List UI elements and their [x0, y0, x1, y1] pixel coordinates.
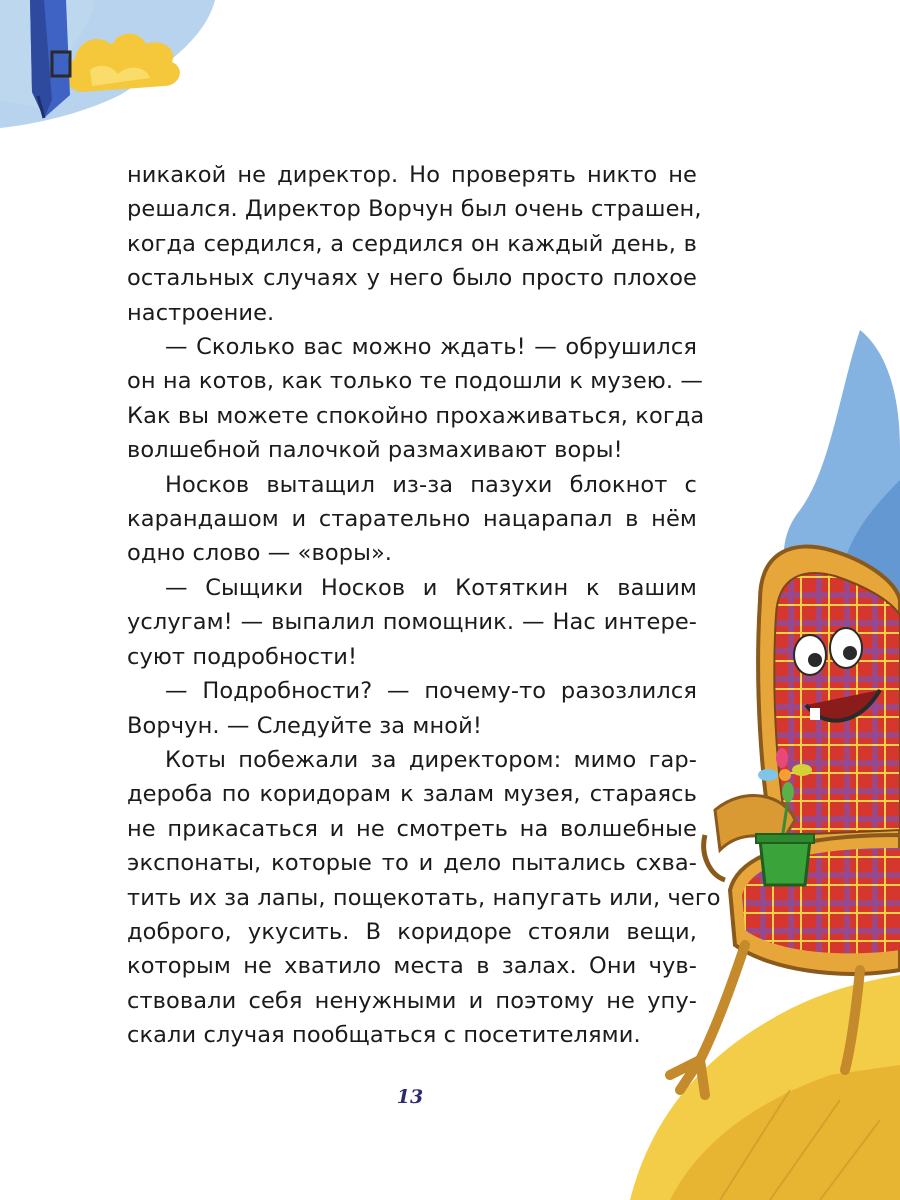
text-line: настроение.	[127, 299, 275, 326]
text-line: одно слово — «воры».	[127, 540, 393, 567]
text-line: тить их за лапы, пощекотать, напугать или, чего	[127, 884, 721, 911]
text-line: — Подробности? — почему-то разозлился	[165, 678, 697, 705]
text-line: услугам! — выпалил помощник. — Нас интере-	[127, 609, 697, 636]
text-line: — Сколько вас можно ждать! — обрушился	[165, 334, 697, 361]
text-line: Носков вытащил из-за пазухи блокнот с	[165, 471, 697, 498]
text-line: остальных случаях у него было просто плохое	[127, 265, 697, 292]
text-line: не прикасаться и не смотреть на волшебные	[127, 815, 697, 842]
text-line: ствовали себя ненужными и поэтому не упу-	[127, 987, 697, 1014]
text-line: которым не хватило места в залах. Они чув-	[127, 953, 697, 980]
text-line: Как вы можете спокойно прохаживаться, когда	[127, 402, 705, 429]
text-line: доброго, укусить. В коридоре стояли вещи,	[127, 918, 697, 945]
text-line: Ворчун. — Следуйте за мной!	[127, 712, 482, 739]
text-line: решался. Директор Ворчун был очень страшен,	[127, 196, 702, 223]
text-line: — Сыщики Носков и Котяткин к вашим	[165, 574, 697, 601]
text-line: дероба по коридорам к залам музея, стараясь	[127, 781, 697, 808]
text-line: карандашом и старательно нацарапал в нём	[127, 506, 697, 533]
text-line: волшебной палочкой размахивают воры!	[127, 437, 623, 464]
text-line: скали случая пообщаться с посетителями.	[127, 1022, 641, 1049]
text-line: суют подробности!	[127, 643, 358, 670]
page-number: 13	[396, 1086, 424, 1108]
text-line: он на котов, как только те подошли к музею. —	[127, 368, 703, 395]
body-text	[127, 158, 721, 1053]
text-line: когда сердился, а сердился он каждый день, в	[127, 230, 697, 257]
text-line: экспонаты, которые то и дело пытались схва-	[127, 850, 697, 877]
text-line: Коты побежали за директором: мимо гар-	[165, 746, 697, 773]
banner-clouds-illustration	[0, 0, 230, 130]
text-line: никакой не директор. Но проверять никто не	[127, 162, 697, 188]
